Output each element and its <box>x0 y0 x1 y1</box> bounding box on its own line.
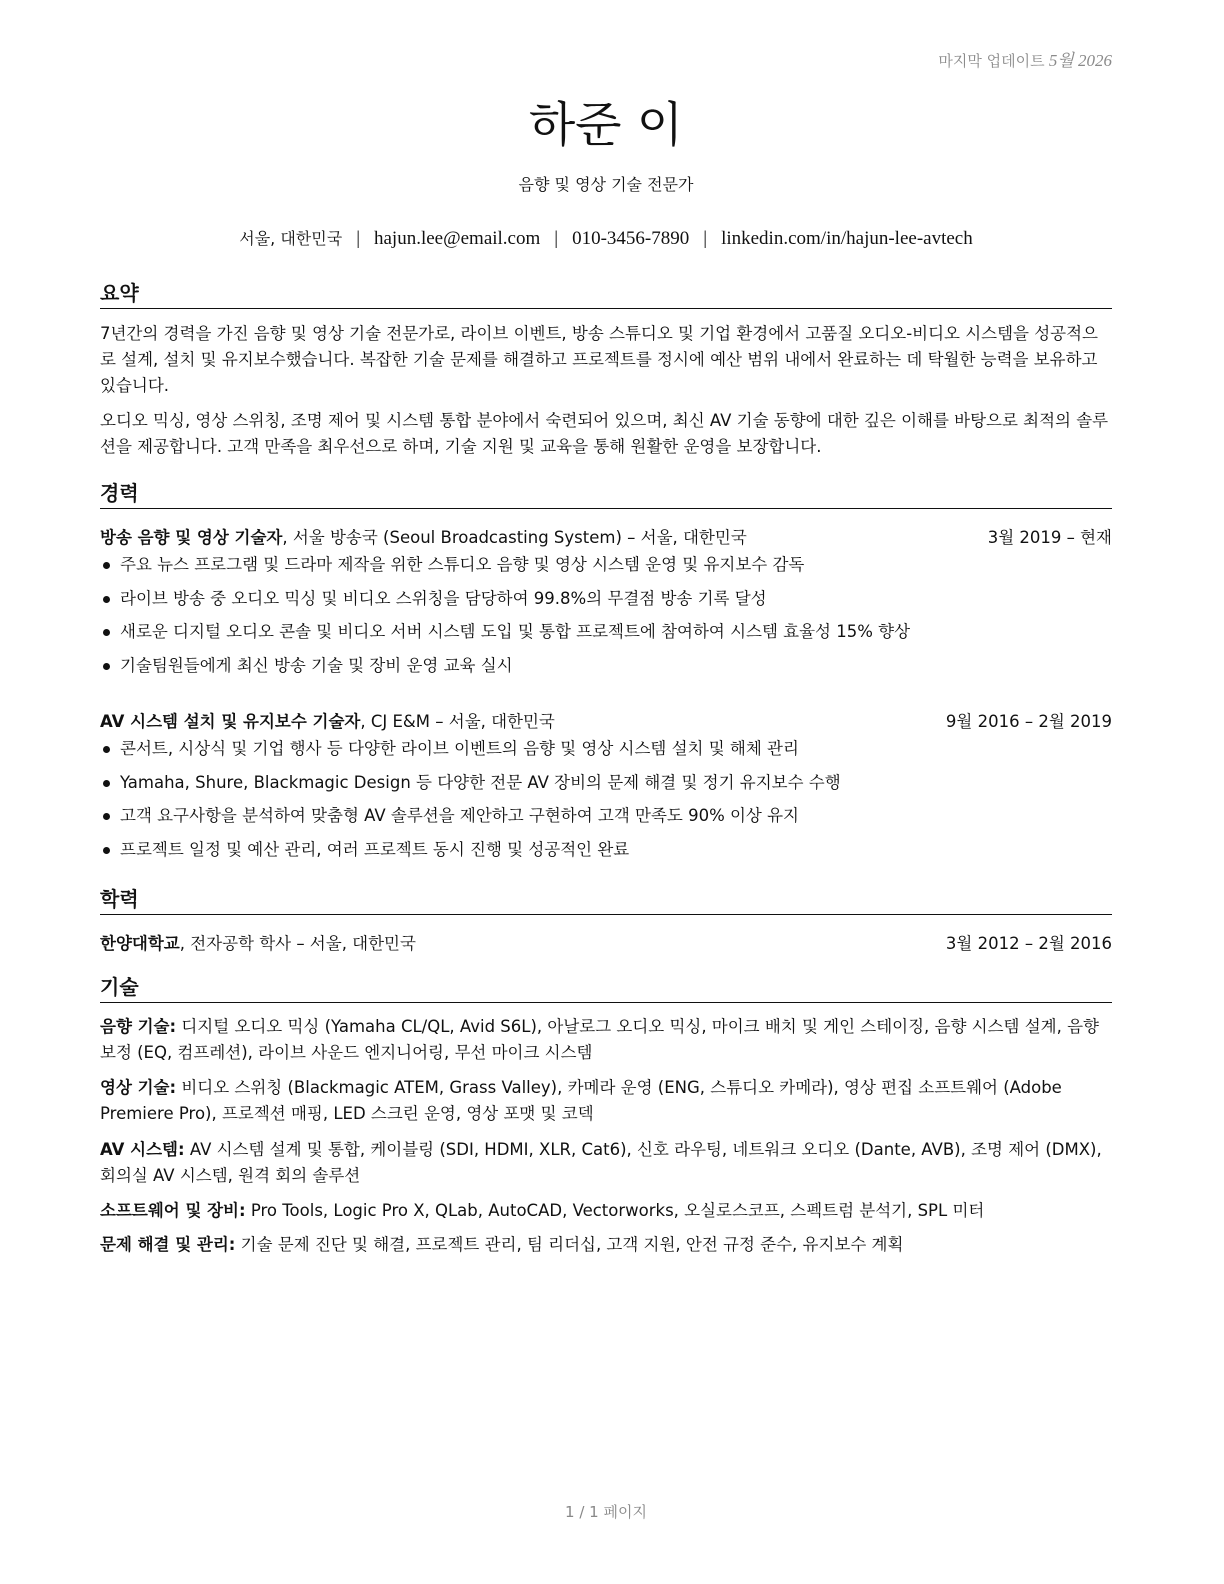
education-entry <box>100 930 1112 954</box>
list-item <box>100 837 1112 871</box>
bullet-icon <box>103 780 110 787</box>
section-title-skills: 기술 <box>100 971 1112 1003</box>
job-dates: 3월 2019 – 현재 <box>987 528 1112 547</box>
job-bullets <box>100 736 1112 870</box>
resume-page <box>100 0 1112 1584</box>
skill-label: 소프트웨어 및 장비: <box>100 1201 246 1220</box>
last-updated-label: 마지막 업데이트 <box>938 52 1045 70</box>
bullet-text: 라이브 방송 중 오디오 믹싱 및 비디오 스위칭을 담당하여 99.8%의 무결점 방송 기록 달성 <box>120 588 767 608</box>
candidate-name: 하준 이 <box>528 97 684 153</box>
summary-paragraph-1: 7년간의 경력을 가진 음향 및 영상 기술 전문가로, 라이브 이벤트, 방송 스튜디오 및 기업 환경에서 고품질 오디오-비디오 시스템을 성공적으로 설계, 설치 및 유지보수했습니다. 복잡한 기술 문제를 해결하고 프로젝트를 정시에 예산 범위 내에서 완료하는 데 탁월한 능력을 보유하고 있습니다. <box>100 324 1098 395</box>
skill-label: AV 시스템: <box>100 1140 185 1159</box>
list-item <box>100 552 1112 586</box>
bullet-icon <box>103 596 110 603</box>
skill-text: 기술 문제 진단 및 해결, 프로젝트 관리, 팀 리더십, 고객 지원, 안전 규정 준수, 유지보수 계획 <box>235 1235 904 1254</box>
skill-line <box>100 1232 1112 1258</box>
skill-line <box>100 1137 1112 1189</box>
job-header <box>100 524 1112 548</box>
degree: , 전자공학 학사 – 서울, 대한민국 <box>179 934 416 953</box>
school-name: 한양대학교 <box>100 934 180 953</box>
skill-text: AV 시스템 설계 및 통합, 케이블링 (SDI, HDMI, XLR, Cat6), 신호 라우팅, 네트워크 오디오 (Dante, AVB), 조명 제어 (DMX), 회의실 AV 시스템, 원격 회의 솔루션 <box>100 1140 1102 1185</box>
skill-label: 영상 기술: <box>100 1078 177 1097</box>
bullet-text: 새로운 디지털 오디오 콘솔 및 비디오 서버 시스템 도입 및 통합 프로젝트에 참여하여 시스템 효율성 15% 향상 <box>120 622 911 641</box>
list-item <box>100 803 1112 837</box>
bullet-icon <box>103 746 110 753</box>
headline: 음향 및 영상 기술 전문가 <box>518 175 694 194</box>
summary-paragraph-2: 오디오 믹싱, 영상 스위칭, 조명 제어 및 시스템 통합 분야에서 숙련되어 있으며, 최신 AV 기술 동향에 대한 깊은 이해를 바탕으로 최적의 솔루션을 제공합니다. 고객 만족을 최우선으로 하며, 기술 지원 및 교육을 통해 원활한 운영을 보장합니다. <box>100 411 1109 456</box>
job-dates: 9월 2016 – 2월 2019 <box>945 712 1112 731</box>
page-number: 1 / 1 페이지 <box>565 1503 647 1521</box>
bullet-text: 콘서트, 시상식 및 기업 행사 등 다양한 라이브 이벤트의 음향 및 영상 시스템 설치 및 해체 관리 <box>120 739 799 758</box>
last-updated-date: 5월 2026 <box>1048 51 1112 70</box>
section-title-summary: 요약 <box>100 277 1112 309</box>
list-item <box>100 736 1112 770</box>
skill-text: 비디오 스위칭 (Blackmagic ATEM, Grass Valley), 카메라 운영 (ENG, 스튜디오 카메라), 영상 편집 소프트웨어 (Adobe Premiere Pro), 프로젝션 매핑, LED 스크린 운영, 영상 포맷 및 코덱 <box>100 1078 1062 1123</box>
bullet-text: 프로젝트 일정 및 예산 관리, 여러 프로젝트 동시 진행 및 성공적인 완료 <box>120 839 630 859</box>
separator: | <box>554 228 559 249</box>
bullet-text: 주요 뉴스 프로그램 및 드라마 제작을 위한 스튜디오 음향 및 영상 시스템 운영 및 유지보수 감독 <box>120 555 805 574</box>
skill-label: 문제 해결 및 관리: <box>100 1235 236 1254</box>
separator: | <box>356 228 360 249</box>
bullet-text: Yamaha, Shure, Blackmagic Design 등 다양한 전문 AV 장비의 문제 해결 및 정기 유지보수 수행 <box>120 772 841 792</box>
skill-line <box>100 1014 1112 1066</box>
bullet-icon <box>103 663 110 670</box>
bullet-icon <box>103 629 110 636</box>
list-item <box>100 586 1112 620</box>
last-updated <box>938 46 1112 71</box>
contact-linkedin[interactable]: linkedin.com/in/hajun-lee-avtech <box>721 228 973 249</box>
bullet-text: 고객 요구사항을 분석하여 맞춤형 AV 솔루션을 제안하고 구현하여 고객 만족도 90% 이상 유지 <box>120 806 799 825</box>
list-item <box>100 619 1112 653</box>
education-dates: 3월 2012 – 2월 2016 <box>945 934 1112 953</box>
job-role: 방송 음향 및 영상 기술자 <box>100 528 283 547</box>
job-bullets <box>100 552 1112 686</box>
section-title-education: 학력 <box>100 883 1112 915</box>
contact-email[interactable]: hajun.lee@email.com <box>374 228 541 249</box>
job-org: , CJ E&M – 서울, 대한민국 <box>360 712 555 731</box>
bullet-icon <box>103 562 110 569</box>
skill-text: 디지털 오디오 믹싱 (Yamaha CL/QL, Avid S6L), 아날로그 오디오 믹싱, 마이크 배치 및 게인 스테이징, 음향 시스템 설계, 음향 보정 (EQ, 컴프레션), 라이브 사운드 엔지니어링, 무선 마이크 시스템 <box>100 1017 1099 1062</box>
job-header <box>100 708 1112 732</box>
job-role: AV 시스템 설치 및 유지보수 기술자 <box>100 712 361 731</box>
section-title-experience: 경력 <box>100 477 1112 509</box>
contact-phone: 010-3456-7890 <box>572 228 690 249</box>
list-item <box>100 653 1112 687</box>
bullet-icon <box>103 847 110 854</box>
bullet-text: 기술팀원들에게 최신 방송 기술 및 장비 운영 교육 실시 <box>120 655 513 675</box>
skill-label: 음향 기술: <box>100 1017 177 1036</box>
contact-location: 서울, 대한민국 <box>239 229 343 248</box>
separator: | <box>703 228 708 249</box>
contact-line <box>100 226 1112 250</box>
bullet-icon <box>103 813 110 820</box>
list-item <box>100 770 1112 804</box>
skill-text: Pro Tools, Logic Pro X, QLab, AutoCAD, Vectorworks, 오실로스코프, 스펙트럼 분석기, SPL 미터 <box>245 1201 985 1220</box>
job-org: , 서울 방송국 (Seoul Broadcasting System) – 서울, 대한민국 <box>282 528 747 547</box>
skill-line <box>100 1075 1112 1127</box>
skill-line <box>100 1198 1112 1224</box>
